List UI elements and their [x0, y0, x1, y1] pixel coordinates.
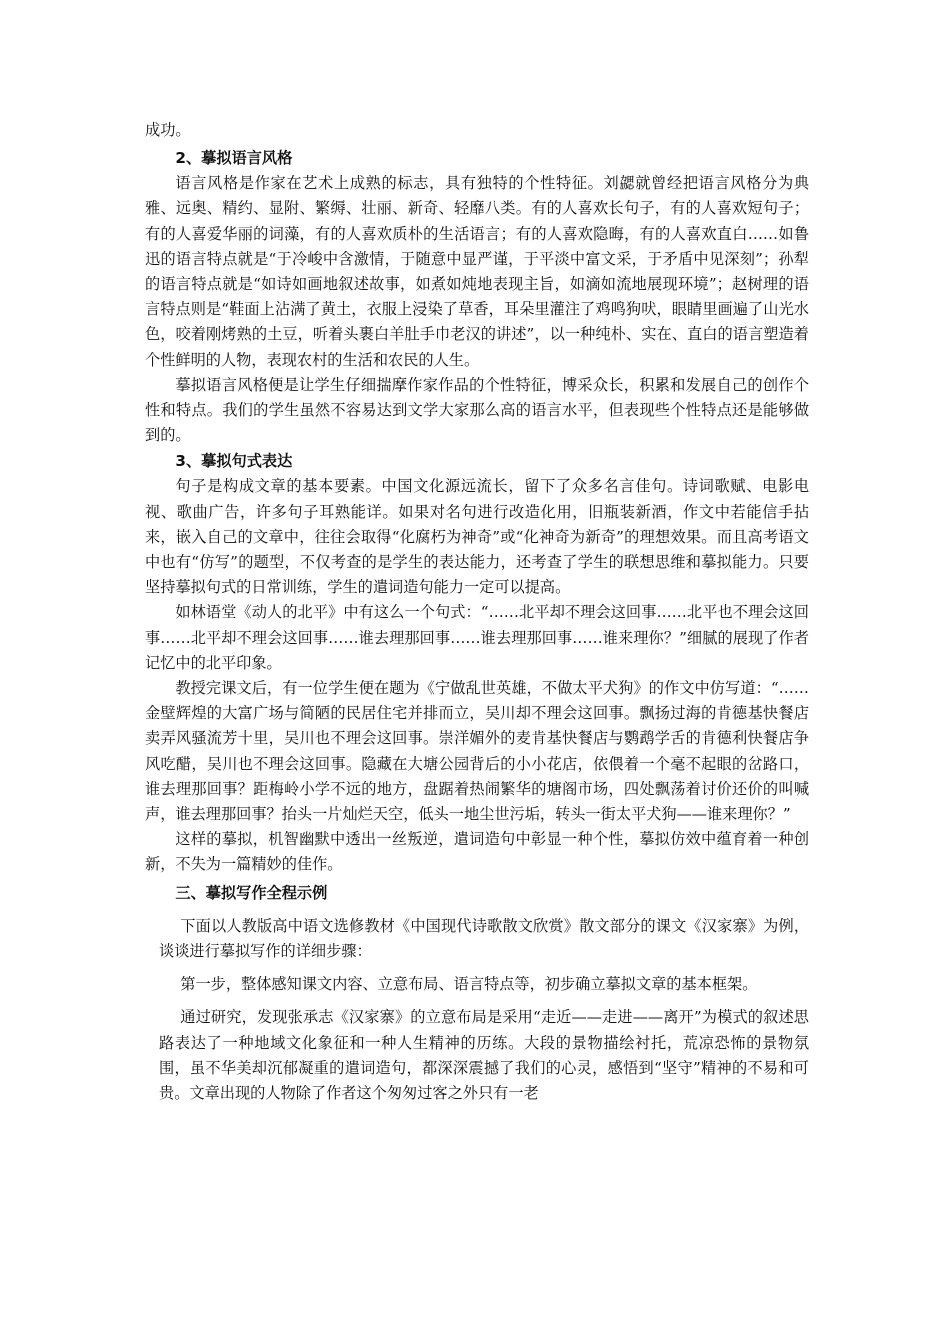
- paragraph: 通过研究，发现张承志《汉家寨》的立意布局是采用“走近——走进——离开”为模式的叙述思路表达了一种地域文化象征和一种人生精神的历练。大段的景物描绘衬托，荒凉恐怖的景物氛围，虽不华美却沉郁凝重的遣词造句，都深深震撼了我们的心灵，感悟到“坚守”精神的不易和可贵。文章出现的人物除了作者这个匆匆过客之外只有一老: [159, 1008, 809, 1102]
- section-heading-language-style: 2、摹拟语言风格: [175, 149, 293, 168]
- paragraph: 句子是构成文章的基本要素。中国文化源远流长，留下了众多名言佳句。诗词歌赋、电影电视、歌曲广告，许多句子耳熟能详。如果对名句进行改造化用，旧瓶装新酒，作文中若能信手拈来，嵌入自己的文章中，往往会取得“化腐朽为神奇”或“化神奇为新奇”的理想效果。而且高考语文中也有“仿写”的题型，不仅考查的是学生的表达能力，还考查了学生的联想思维和摹拟能力。只要坚持摹拟句式的日常训练，学生的遣词造句能力一定可以提高。: [145, 477, 809, 597]
- paragraph: 下面以人教版高中语文选修教材《中国现代诗歌散文欣赏》散文部分的课文《汉家寨》为例，谈谈进行摹拟写作的详细步骤：: [159, 916, 809, 960]
- paragraph: 语言风格是作家在艺术上成熟的标志，具有独特的个性特征。刘勰就曾经把语言风格分为典雅、远奥、精约、显附、繁缛、壮丽、新奇、轻靡八类。有的人喜欢长句子，有的人喜欢短句子；有的人喜爱华丽的词藻，有的人喜欢质朴的生活语言；有的人喜欢隐晦，有的人喜欢直白……如鲁迅的语言特点就是“于冷峻中含激情，于随意中显严谨，于平淡中富文采，于矛盾中见深刻”；孙犁的语言特点就是“如诗如画地叙述故事，如煮如炖地表现主旨，如滴如流地展现环境”；赵树理的语言特点则是“鞋面上沾满了黄土，衣服上浸染了草香，耳朵里灌注了鸡鸣狗吠，眼睛里画遍了山光水色，咬着刚烤熟的土豆，听着头裹白羊肚手巾老汉的讲述”，以一种纯朴、实在、直白的语言塑造着个性鲜明的人物，表现农村的生活和农民的人生。: [145, 174, 809, 369]
- section-heading-full-example: 三、摹拟写作全程示例: [175, 883, 328, 902]
- top-fragment: 成功。: [145, 121, 191, 139]
- paragraph: 如林语堂《动人的北平》中有这么一个句式：“……北平却不理会这回事……北平也不理会这回事……北平却不理会这回事……谁去理那回事……谁去理那回事……谁来理你？”细腻的展现了作者记忆中的北平印象。: [145, 603, 809, 672]
- paragraph: 这样的摹拟，机智幽默中透出一丝叛逆，遣词造句中彰显一种个性，摹拟仿效中蕴育着一种创新，不失为一篇精妙的佳作。: [145, 830, 809, 874]
- document-page: [145, 118, 809, 1106]
- paragraph: 教授完课文后，有一位学生便在题为《宁做乱世英雄，不做太平犬狗》的作文中仿写道：“……金壁辉煌的大富广场与简陋的民居住宅并排而立，吴川却不理会这回事。飘扬过海的肯德基快餐店卖弄风骚流芳十里，吴川也不理会这回事。崇洋媚外的麦肯基快餐店与鹦鹉学舌的肯德利快餐店争风吃醋，吴川也不理会这回事。隐藏在大塘公园背后的小小花店，依偎着一个毫不起眼的岔路口，谁去理那回事？距梅岭小学不远的地方，盘踞着热闹繁华的塘阁市场，四处飘荡着讨价还价的叫喊声，谁去理那回事？抬头一片灿烂天空，低头一地尘世污垢，转头一街太平犬狗——谁来理你？”: [145, 679, 809, 824]
- paragraph: 第一步，整体感知课文内容、立意布局、语言特点等，初步确立摹拟文章的基本框架。: [180, 975, 758, 994]
- section-heading-sentence-patterns: 3、摹拟句式表达: [175, 452, 293, 471]
- paragraph: 摹拟语言风格便是让学生仔细揣摩作家作品的个性特征，博采众长，积累和发展自己的创作个性和特点。我们的学生虽然不容易达到文学大家那么高的语言水平，但表现些个性特点还是能够做到的。: [145, 375, 809, 445]
